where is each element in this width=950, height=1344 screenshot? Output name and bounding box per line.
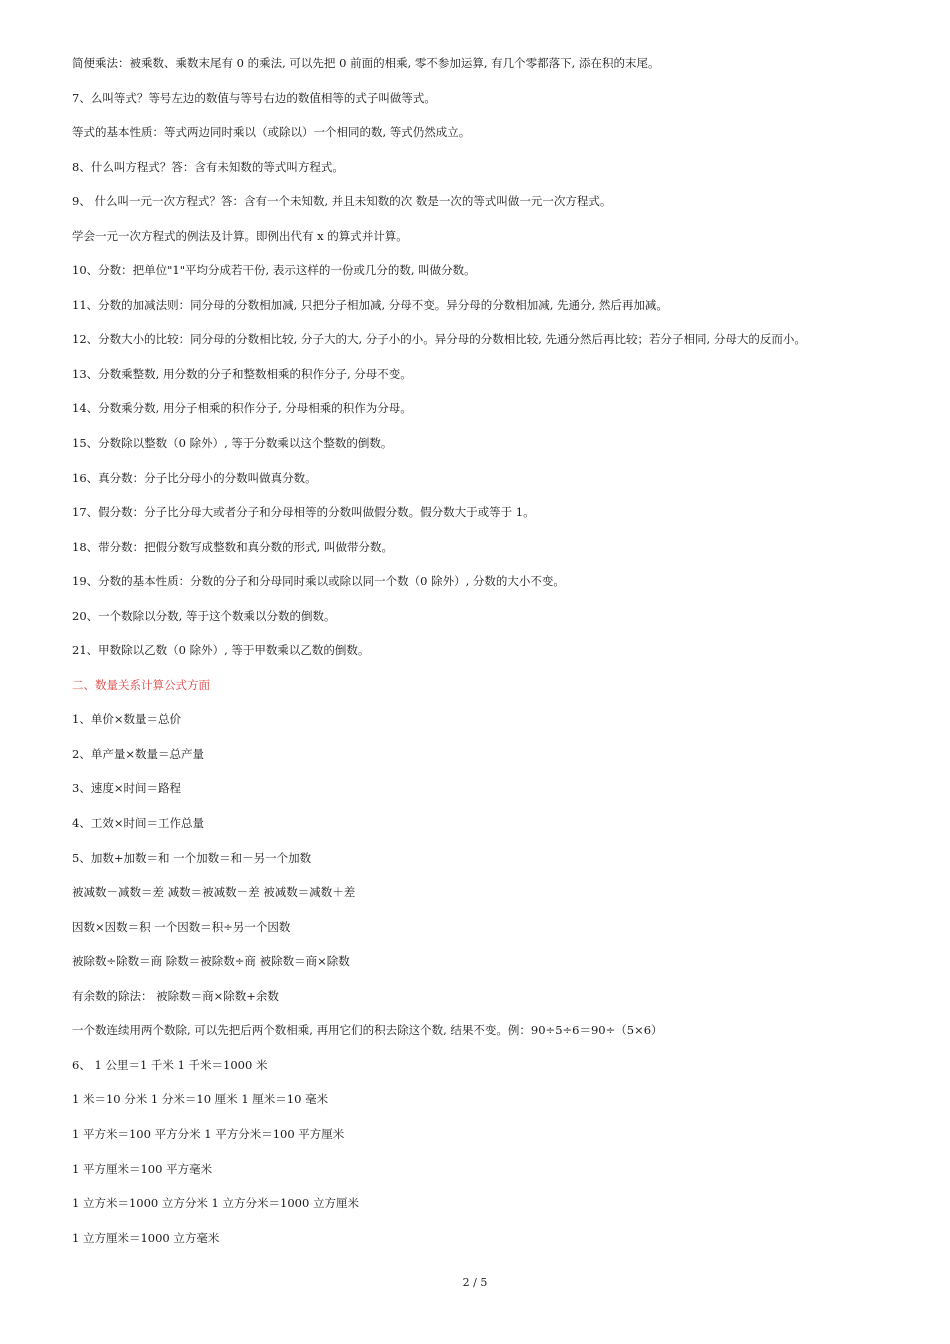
text-line: 15、分数除以整数（0 除外）, 等于分数乘以这个整数的倒数。: [72, 436, 393, 451]
text-line: 14、分数乘分数, 用分子相乘的积作分子, 分母相乘的积作为分母。: [72, 401, 412, 416]
text-line: 有余数的除法： 被除数＝商×除数+余数: [72, 988, 279, 1003]
text-line: 学会一元一次方程式的例法及计算。即例出代有 x 的算式并计算。: [72, 228, 408, 243]
text-line: 20、一个数除以分数, 等于这个数乘以分数的倒数。: [72, 608, 336, 623]
text-line: 7、么叫等式？等号左边的数值与等号右边的数值相等的式子叫做等式。: [72, 90, 436, 105]
text-line: 1 平方厘米＝100 平方毫米: [72, 1161, 213, 1176]
text-line: 17、假分数：分子比分母大或者分子和分母相等的分数叫做假分数。假分数大于或等于 1。: [72, 505, 535, 520]
text-line: 被除数÷除数＝商 除数＝被除数÷商 被除数＝商×除数: [72, 954, 350, 969]
text-line: 1、单价×数量＝总价: [72, 712, 181, 727]
text-line: 21、甲数除以乙数（0 除外）, 等于甲数乘以乙数的倒数。: [72, 643, 370, 658]
page-number: 2 / 5: [462, 1276, 488, 1289]
text-line: 一个数连续用两个数除, 可以先把后两个数相乘, 再用它们的积去除这个数, 结果不变。例：90÷5÷6＝90÷（5×6）: [72, 1023, 663, 1038]
text-line: 13、分数乘整数, 用分数的分子和整数相乘的积作分子, 分母不变。: [72, 366, 412, 381]
text-line: 8、什么叫方程式？答：含有未知数的等式叫方程式。: [72, 159, 344, 174]
text-line: 19、分数的基本性质：分数的分子和分母同时乘以或除以同一个数（0 除外）, 分数的大小不变。: [72, 574, 565, 589]
text-line: 4、工效×时间＝工作总量: [72, 816, 204, 831]
text-line: 9、 什么叫一元一次方程式？答：含有一个未知数, 并且未知数的次 数是一次的等式叫做一元一次方程式。: [72, 194, 612, 209]
text-line: 16、真分数：分子比分母小的分数叫做真分数。: [72, 470, 317, 485]
text-line: 1 立方厘米＝1000 立方毫米: [72, 1230, 220, 1245]
text-line: 等式的基本性质：等式两边同时乘以（或除以）一个相同的数, 等式仍然成立。: [72, 125, 471, 140]
text-line: 2、单产量×数量＝总产量: [72, 746, 204, 761]
text-line: 被减数－减数＝差 减数＝被减数－差 被减数＝减数＋差: [72, 885, 356, 900]
text-line: 10、分数：把单位"1"平均分成若干份, 表示这样的一份或几分的数, 叫做分数。: [72, 263, 476, 278]
text-line: 6、 1 公里＝1 千米 1 千米＝1000 米: [72, 1057, 268, 1072]
text-line: 1 米＝10 分米 1 分米＝10 厘米 1 厘米＝10 毫米: [72, 1092, 329, 1107]
text-line: 1 立方米＝1000 立方分米 1 立方分米＝1000 立方厘米: [72, 1196, 359, 1211]
text-line: 18、带分数：把假分数写成整数和真分数的形式, 叫做带分数。: [72, 539, 393, 554]
text-line: 3、速度×时间＝路程: [72, 781, 181, 796]
text-line: 1 平方米＝100 平方分米 1 平方分米＝100 平方厘米: [72, 1126, 345, 1141]
text-line: 12、分数大小的比较：同分母的分数相比较, 分子大的大, 分子小的小。异分母的分数相比较, 先通分然后再比较；若分子相同, 分母大的反而小。: [72, 332, 806, 347]
text-line: 因数×因数＝积 一个因数＝积÷另一个因数: [72, 919, 291, 934]
document-body: [72, 52, 892, 1261]
text-line: 5、加数+加数＝和 一个加数＝和－另一个加数: [72, 850, 312, 865]
text-line: 11、分数的加减法则：同分母的分数相加减, 只把分子相加减, 分母不变。异分母的分数相加减, 先通分, 然后再加减。: [72, 297, 668, 312]
section-heading: 二、数量关系计算公式方面: [72, 677, 210, 692]
text-line: 简便乘法：被乘数、乘数末尾有 0 的乘法, 可以先把 0 前面的相乘, 零不参加运算, 有几个零都落下, 添在积的末尾。: [72, 56, 660, 70]
